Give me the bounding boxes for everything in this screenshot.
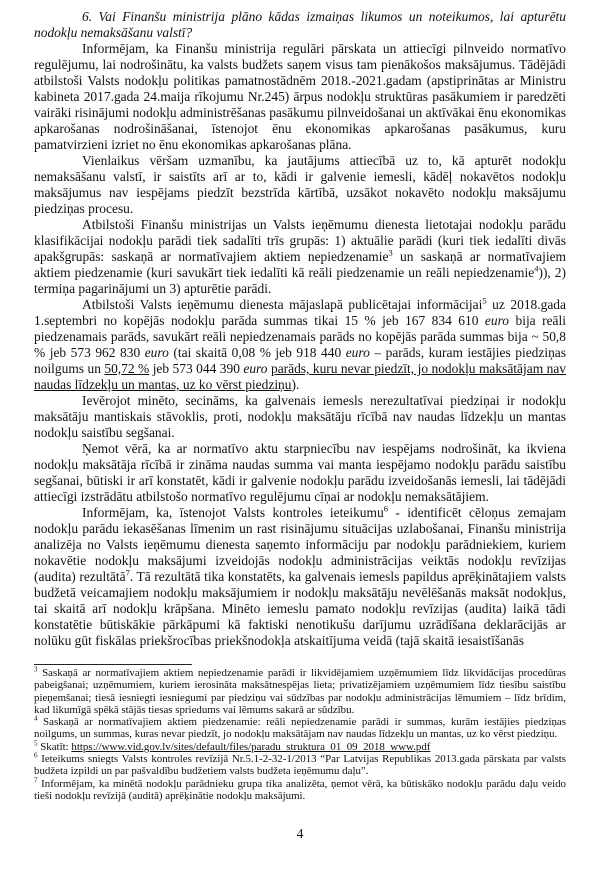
text: – parāds, kuram iestājies piedziņas noilgums un xyxy=(34,345,566,376)
footnote-ref: 7 xyxy=(125,567,130,578)
footnote xyxy=(34,778,566,803)
paragraph: Informējam, ka Finanšu ministrija regulāri pārskata un attiecīgi pilnveido normatīvo regulējumu, lai nodrošinātu, ka valsts budžets saņem visus tam pienākošos maksājumus. Tādējādi atbilstoši Valsts nodokļu politikas pamatnostādnēm 2018.-2021.gadam (apstiprinātas ar Ministru kabineta 2017.gada 24.maija rīkojumu Nr.245) ārpus nodokļu struktūras pasākumiem ir paredzēti vairāki risinājumi nodokļu administrēšanas pasākumu pilnveidošanai un aktīvākai ēnu ekonomikas apkarošanas nodrošināšanai, īstenojot ēnu ekonomikas apkarošanas pasākumus, kuru pamatvirzieni izriet no ēnu ekonomikas apkarošanas plāna. xyxy=(34,41,566,152)
text: Atbilstoši Valsts ieņēmumu dienesta mājaslapā publicētajai informācijai xyxy=(82,297,483,312)
page-number: 4 xyxy=(296,826,304,841)
paragraph xyxy=(34,297,566,393)
footnote-number: 5 xyxy=(34,739,38,748)
text: bija reāli piedzenamais parāds, savukārt reāli nepiedzenamais parāds no kopējās parāda summas bija ~ 50,8 % jeb 573 962 830 xyxy=(34,313,566,360)
footnote-text: Informējam, ka minētā nodokļu parādnieku grupa tika analizēta, ņemot vērā, ka būtiskāko nodokļu parādu daļu veido tieši nodokļu revīzijā (auditā) aprēķinātie nodokļu maksājumi. xyxy=(34,777,566,802)
paragraph: Ievērojot minēto, secināms, ka galvenais iemesls nerezultatīvai piedziņai ir nodokļu maksātāju mantiskais stāvoklis, proti, nodokļu maksātāju rīcībā nav naudas līdzekļu un mantas nodokļu saistību segšanai. xyxy=(34,393,566,440)
currency: euro xyxy=(345,345,370,360)
footnote-ref: 5 xyxy=(482,295,487,306)
footnote-ref: 6 xyxy=(383,503,388,514)
currency: euro xyxy=(144,345,169,360)
footnote-text: Ieteikums sniegts Valsts kontroles revīzijā Nr.5.1-2-32-1/2013 “Par Latvijas Republikas 2013.gada pārskata par valsts budžeta izpildi un par pašvaldību budžetiem valsts budžeta ieņēmumu daļu”. xyxy=(34,753,566,778)
footnote-number: 4 xyxy=(34,714,38,723)
text: jeb 573 044 390 xyxy=(149,361,244,376)
footnote-ref: 3 xyxy=(388,247,393,258)
underlined-text: 50,72 % xyxy=(104,361,150,376)
footnote-text: Saskaņā ar normatīvajiem aktiem piedzenamie: reāli nepiedzenamie parādi ir summas, kurām iestājies piedziņas noilgums, un summas, kuras nevar piedzīt, jo nodokļu maksātājam nav naudas līdzekļu un mantas, uz ko vērst piedziņu. xyxy=(34,716,566,741)
footnote-number: 3 xyxy=(34,665,38,674)
footnote-number: 7 xyxy=(34,776,38,785)
text: (tai skaitā 0,08 % jeb 918 440 xyxy=(168,345,346,360)
text: - identificēt cēloņus zemajam nodokļu parādu iekasēšanas līmenim un rast risinājumu situācijas uzlabošanai, Finanšu ministrija analizēja no Valsts ieņēmumu dienesta saņemto informāciju par nodokļu parādniekiem, kuriem nokavētie nodokļu maksājumi izveidojās nodokļu administrācijas veiktās nodokļu revīzijas (audita) rezultātā xyxy=(34,505,566,584)
footnote-divider xyxy=(34,664,192,665)
footnote xyxy=(34,753,566,778)
text: un saskaņā ar normatīvajiem aktiem piedzenamie (kuri savukārt tiek iedalīti kā reāli piedzenamie un reāli nepiedzenamie xyxy=(34,249,567,280)
footnote xyxy=(34,716,566,741)
footnotes xyxy=(34,667,566,802)
footnote-number: 6 xyxy=(34,751,38,760)
text: . Tā rezultātā tika konstatēts, ka galvenais iemesls papildus aprēķinātajiem valsts budžetā veicamajiem nodokļu maksājumiem ir nodokļu maksātāju nevēlēšanās maksāt nodokļus, tai skaitā arī nodokļu krāpšana. Minēto iemeslu pamato nodokļu revīzijas (audita) laikā tādi konstatētie būtiskākie pārkāpumi kā faktiski nenotikušu darījumu uzrādīšana deklarācijās ar nolūku gūt fiskālas priekšrocības priekšnodokļa atskaitījuma veidā (tajā skaitā iesaistīšanās xyxy=(34,569,566,648)
currency: euro xyxy=(243,361,268,376)
footnote-link[interactable]: https://www.vid.gov.lv/sites/default/files/paradu_struktura_01_09_2018_www.pdf xyxy=(71,740,431,753)
footnote xyxy=(34,741,566,753)
paragraph: Vienlaikus vēršam uzmanību, ka jautājums attiecībā uz to, kā apturēt nodokļu nemaksāšanu valstī, ir saistīts arī ar to, kādi ir galvenie iemesli, kādēļ nokavētos nodokļu maksājumus nav iespējams piedzīt bezstrīda kārtībā, uzsākot nokavēto nodokļu maksājumu piedziņas procesu. xyxy=(34,153,566,216)
footnote xyxy=(34,667,566,716)
question-heading: 6. Vai Finanšu ministrija plāno kādas izmaiņas likumos un noteikumos, lai apturētu nodokļu nemaksāšanu valstī? xyxy=(34,9,566,40)
paragraph xyxy=(34,505,566,649)
text: )), 2) termiņa pagarinājumi un 3) apturētie parādi. xyxy=(34,265,566,296)
paragraph: Ņemot vērā, ka ar normatīvo aktu starpniecību nav iespējams nodrošināt, ka ikviena nodokļu maksātāja rīcībā ir zināma naudas summa vai manta iespējamo nodokļu parādu saistību segšanai, būtiski ir arī konstatēt, kādi ir galvenie nodokļu parādu izveidošanās iemesli, lai tādējādi attiecīgi izstrādātu atbilstošo normatīvo regulējumu cīņai ar nodokļu nemaksātājiem. xyxy=(34,441,566,504)
footnote-ref: 4 xyxy=(534,263,539,274)
paragraph xyxy=(34,217,566,297)
text: Atbilstoši Finanšu ministrijas un Valsts ieņēmumu dienesta lietotajai nodokļu parādu klasifikācijai nodokļu parādi tiek sadalīti trīs grupās: 1) aktuālie parādi (kuri tiek iedalīti divās apakšgrupās: saskaņā ar normatīvajiem aktiem nepiedzenamie xyxy=(34,217,566,264)
text: uz 2018.gada 1.septembri no kopējās nodokļu parāda summas tikai 15 % jeb 167 834 610 xyxy=(34,297,566,328)
text: ). xyxy=(291,377,300,392)
underlined-text: parāds, kuru nevar piedzīt, jo nodokļu maksātājam nav naudas līdzekļu un mantas, uz ko vērst piedziņu xyxy=(34,361,567,392)
text: Informējam, ka, īstenojot Valsts kontroles ieteikumu xyxy=(82,505,384,520)
currency: euro xyxy=(484,313,510,328)
document-body xyxy=(34,9,566,649)
footnote-text: Skatīt: xyxy=(37,740,72,753)
footnote-text: Saskaņā ar normatīvajiem aktiem nepiedzenamie parādi ir likvidējamiem uzņēmumiem līdz likvidācijas procedūras pabeigšanai; uzņēmumiem, kuriem ierosināta maksātnespējas lieta; privatizējamiem uzņēmumiem līdz tiesību saistību pieņemšanai; tiesā iesniegti iesniegumi par piedziņu vai sūdzības par nodokļu administrācijas lēmumiem – līdz brīdim, kad likumīgā spēkā stājās tiesas spriedums vai lēmums sakarā ar sūdzību. xyxy=(34,667,566,716)
